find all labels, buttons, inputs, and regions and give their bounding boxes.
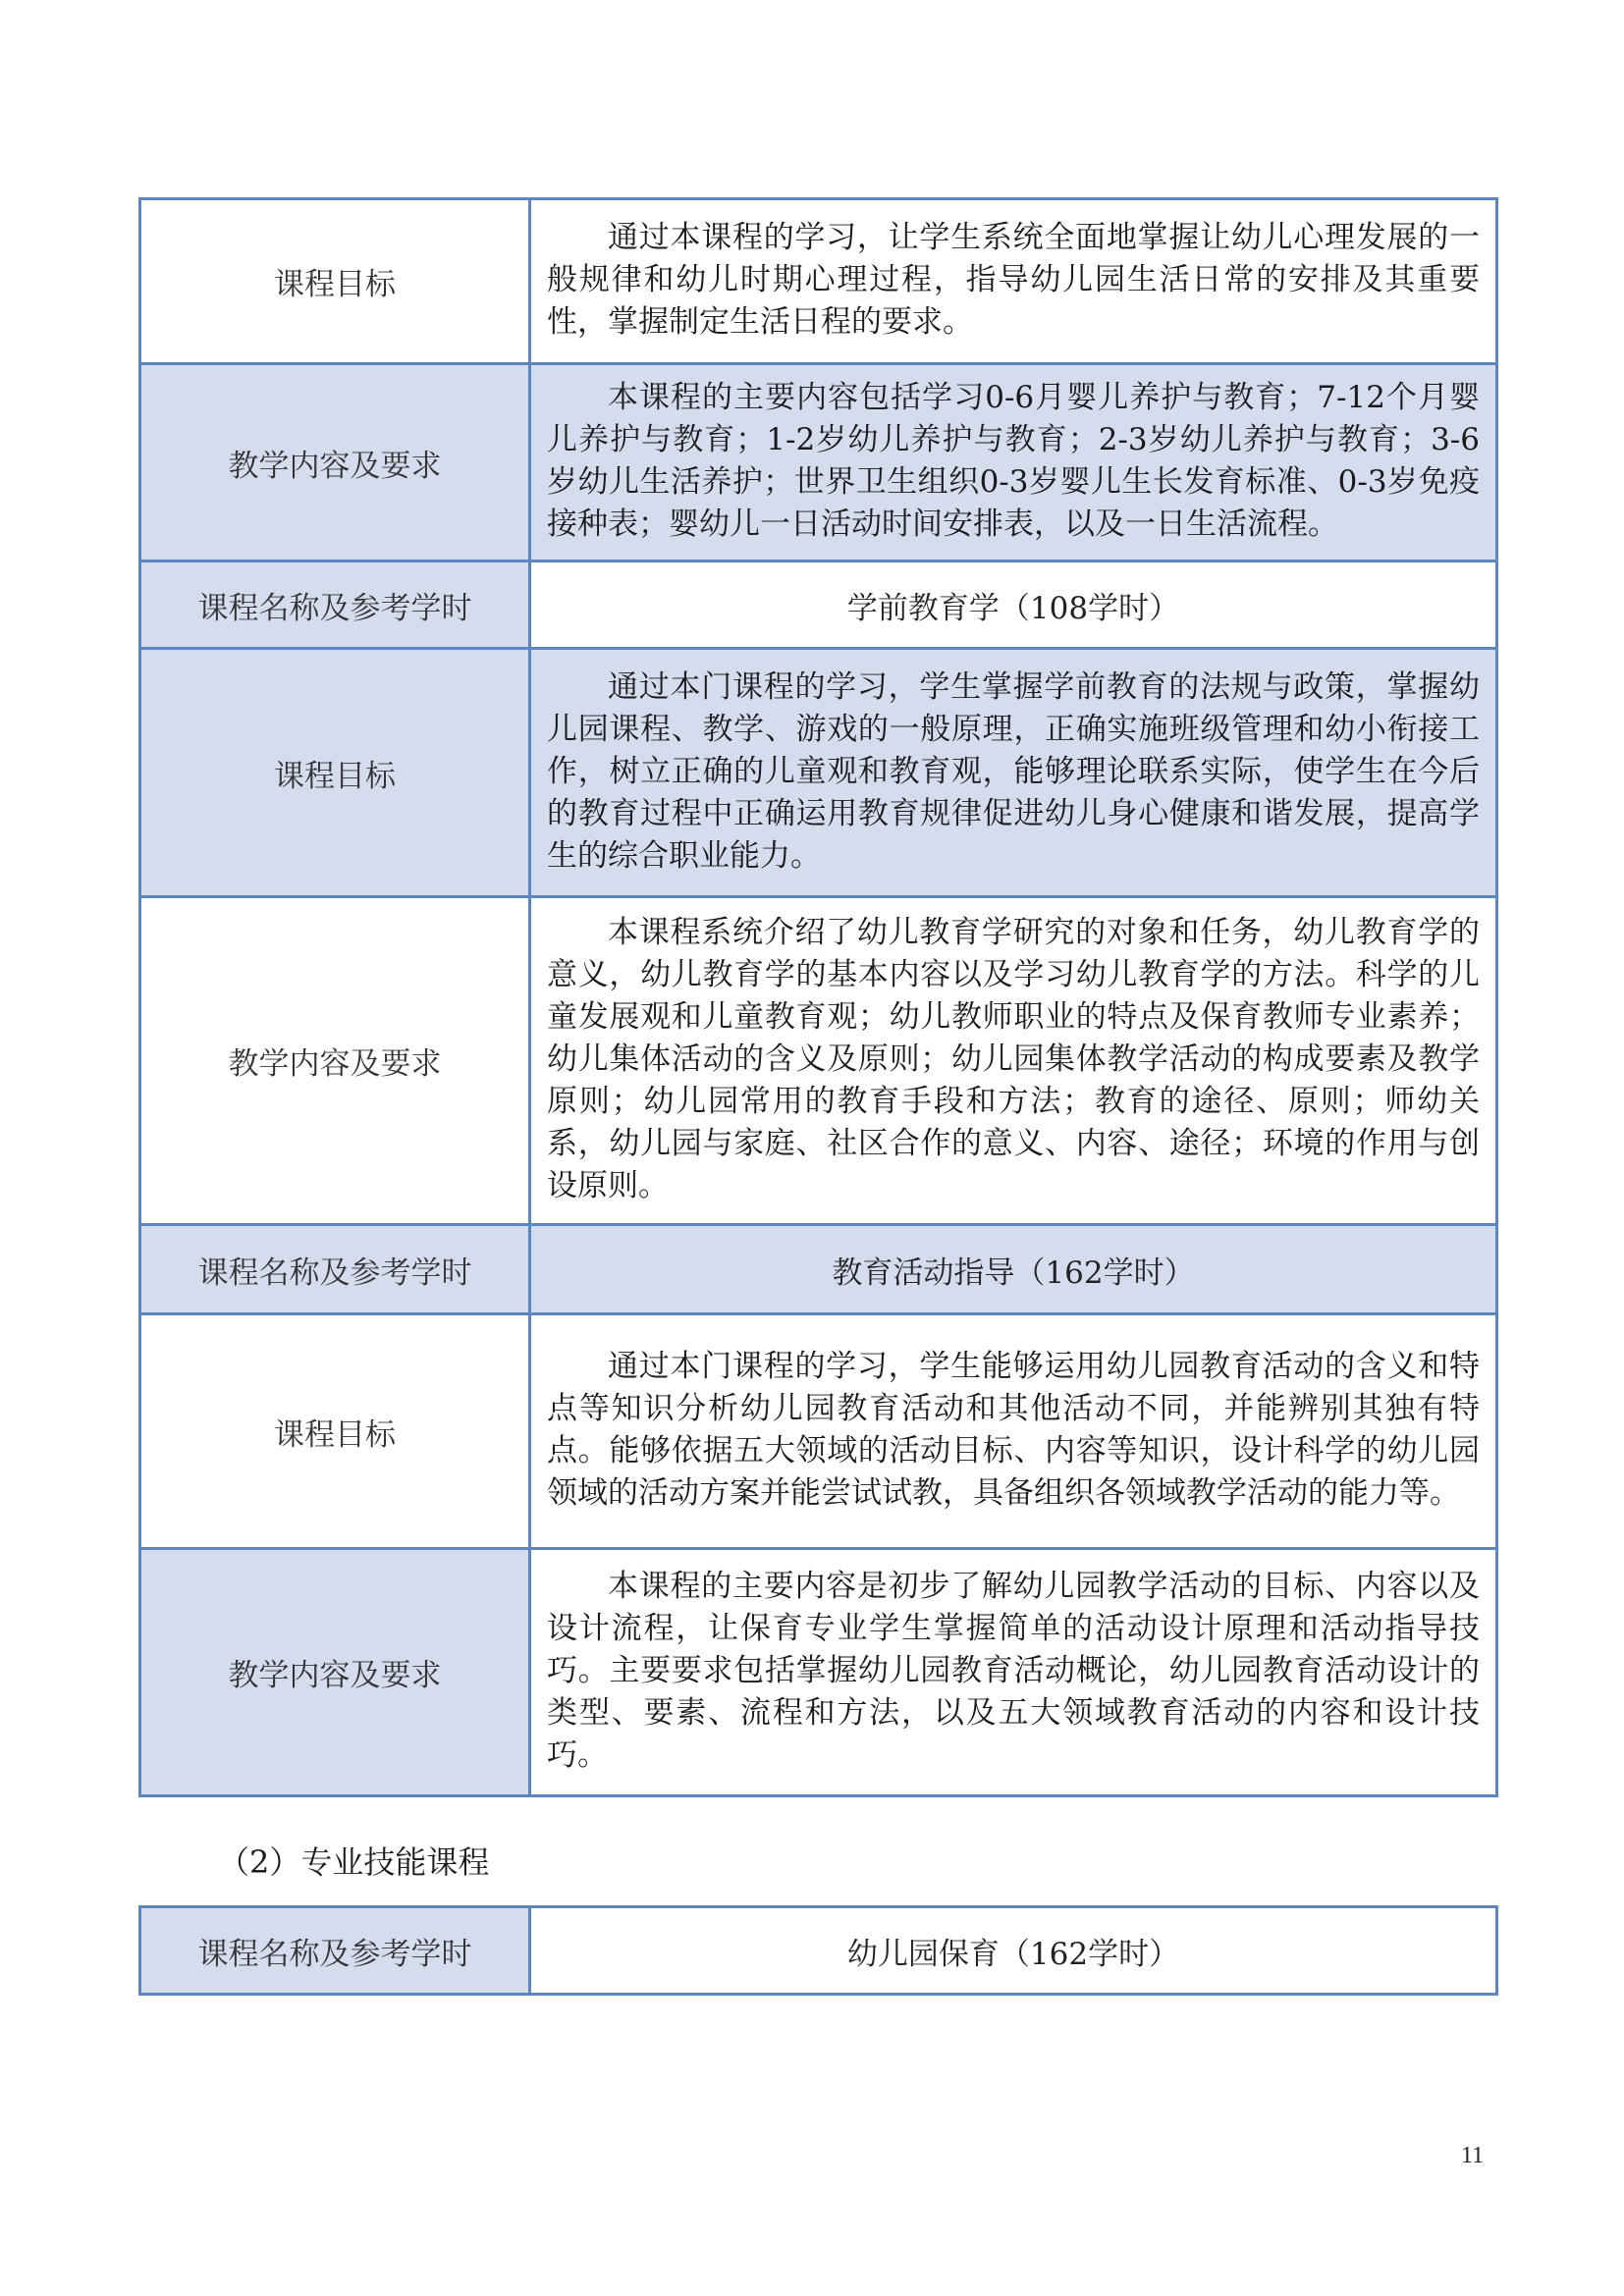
section-heading: （2）专业技能课程 xyxy=(218,1843,490,1881)
course-name: 幼儿园保育（162学时） xyxy=(530,1907,1497,1995)
table-row xyxy=(140,897,1497,1225)
course-table xyxy=(138,197,1498,1797)
table-row xyxy=(140,649,1497,897)
table-row xyxy=(140,1314,1497,1549)
table-row xyxy=(140,199,1497,364)
row-text: 本课程的主要内容是初步了解幼儿园教学活动的目标、内容以及设计流程，让保育专业学生掌握简单的活动设计原理和活动指导技巧。主要要求包括掌握幼儿园教育活动概论，幼儿园教育活动设计的类型、要素、流程和方法，以及五大领域教育活动的内容和设计技巧。 xyxy=(547,1569,1480,1773)
row-content xyxy=(530,364,1497,561)
row-text: 通过本课程的学习，让学生系统全面地掌握让幼儿心理发展的一般规律和幼儿时期心理过程，指导幼儿园生活日常的安排及其重要性，掌握制定生活日程的要求。 xyxy=(547,220,1480,340)
skills-course-table xyxy=(138,1905,1498,1996)
table-row xyxy=(140,1549,1497,1796)
course-name: 学前教育学（108学时） xyxy=(530,561,1497,649)
table-row xyxy=(140,364,1497,561)
table-row xyxy=(140,1907,1497,1995)
row-content xyxy=(530,1314,1497,1549)
row-label: 课程名称及参考学时 xyxy=(140,1225,530,1314)
row-content xyxy=(530,897,1497,1225)
row-label: 课程目标 xyxy=(140,199,530,364)
row-label: 教学内容及要求 xyxy=(140,364,530,561)
row-label: 课程名称及参考学时 xyxy=(140,1907,530,1995)
row-content xyxy=(530,1549,1497,1796)
row-text: 通过本门课程的学习，学生掌握学前教育的法规与政策，掌握幼儿园课程、教学、游戏的一般原理，正确实施班级管理和幼小衔接工作，树立正确的儿童观和教育观，能够理论联系实际，使学生在今后的教育过程中正确运用教育规律促进幼儿身心健康和谐发展，提高学生的综合职业能力。 xyxy=(547,668,1480,874)
row-label: 教学内容及要求 xyxy=(140,897,530,1225)
table-row xyxy=(140,561,1497,649)
row-label: 课程名称及参考学时 xyxy=(140,561,530,649)
row-content xyxy=(530,199,1497,364)
course-name: 教育活动指导（162学时） xyxy=(530,1225,1497,1314)
row-text: 通过本门课程的学习，学生能够运用幼儿园教育活动的含义和特点等知识分析幼儿园教育活动和其他活动不同，并能辨别其独有特点。能够依据五大领域的活动目标、内容等知识，设计科学的幼儿园领域的活动方案并能尝试试教，具备组织各领域教学活动的能力等。 xyxy=(547,1349,1480,1511)
row-text: 本课程系统介绍了幼儿教育学研究的对象和任务，幼儿教育学的意义，幼儿教育学的基本内容以及学习幼儿教育学的方法。科学的儿童发展观和儿童教育观；幼儿教师职业的特点及保育教师专业素养；幼儿集体活动的含义及原则；幼儿园集体教学活动的构成要素及教学原则；幼儿园常用的教育手段和方法；教育的途径、原则；师幼关系，幼儿园与家庭、社区合作的意义、内容、途径；环境的作用与创设原则。 xyxy=(547,915,1480,1203)
table-row xyxy=(140,1225,1497,1314)
row-label: 课程目标 xyxy=(140,1314,530,1549)
row-text: 本课程的主要内容包括学习0-6月婴儿养护与教育；7-12个月婴儿养护与教育；1-2岁幼儿养护与教育；2-3岁幼儿养护与教育；3-6岁幼儿生活养护；世界卫生组织0-3岁婴儿生长发育标准、0-3岁免疫接种表；婴幼儿一日活动时间安排表，以及一日生活流程。 xyxy=(547,380,1480,542)
row-label: 教学内容及要求 xyxy=(140,1549,530,1796)
page-number: 11 xyxy=(1461,2143,1485,2168)
row-label: 课程目标 xyxy=(140,649,530,897)
row-content xyxy=(530,649,1497,897)
